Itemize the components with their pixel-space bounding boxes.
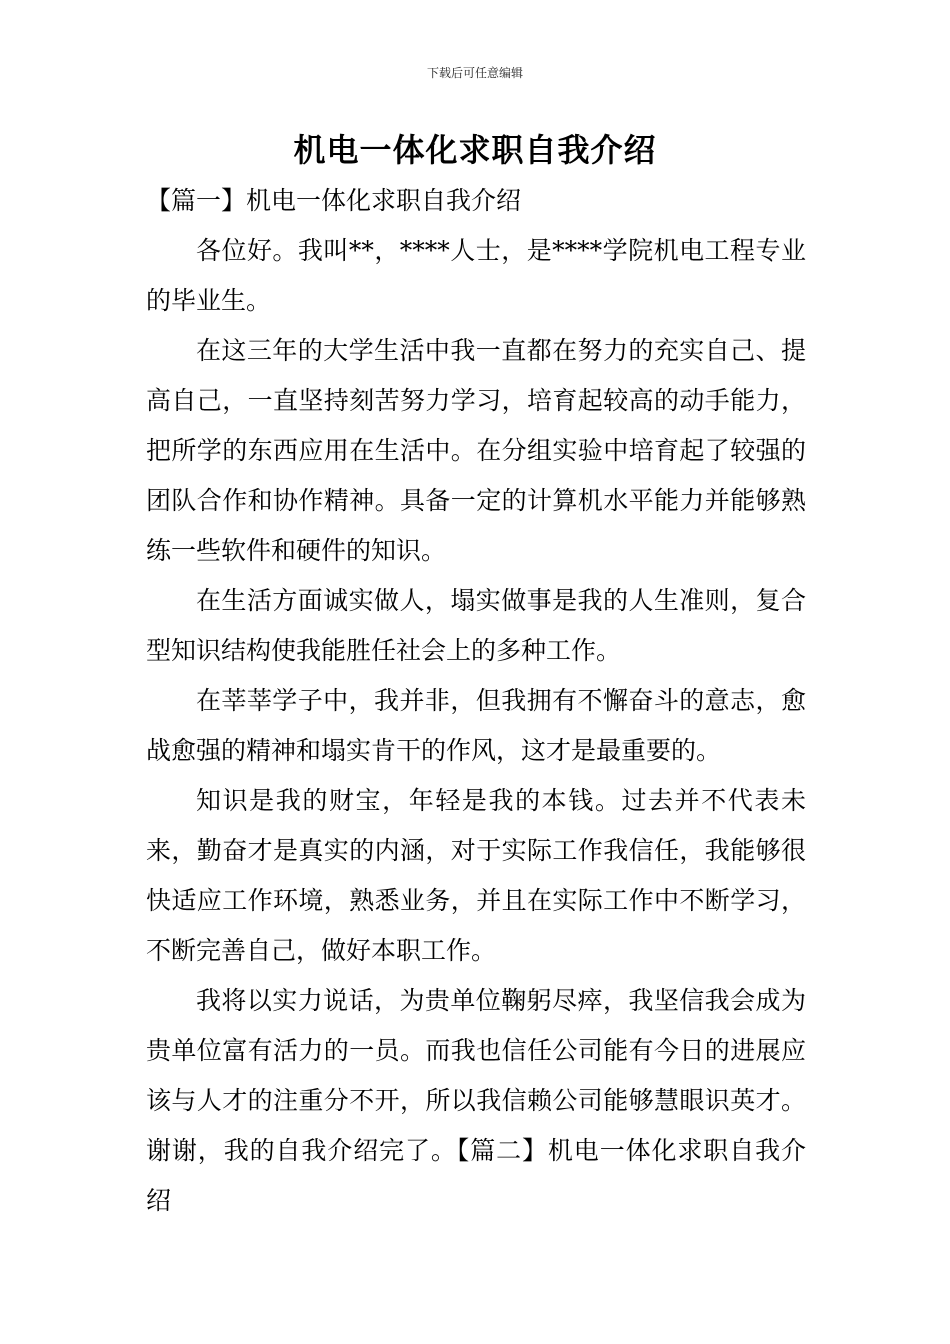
paragraph-closing: 我将以实力说话，为贵单位鞠躬尽瘁，我坚信我会成为贵单位富有活力的一员。而我也信任公司能有今日的进展应该与人才的注重分不开，所以我信赖公司能够慧眼识英才。谢谢，我的自我介绍完了。【篇二】机电一体化求职自我介绍 [146, 986, 806, 1215]
paragraph-knowledge: 知识是我的财宝，年轻是我的本钱。过去并不代表未来，勤奋才是真实的内涵，对于实际工作我信任，我能够很快适应工作环境，熟悉业务，并且在实际工作中不断学习，不断完善自己，做好本职工作。 [146, 786, 806, 965]
page-header-note: 下载后可任意编辑 [426, 66, 523, 80]
paragraph-study: 在这三年的大学生活中我一直都在努力的充实自己、提高自己，一直坚持刻苦努力学习，培育起较高的动手能力，把所学的东西应用在生活中。在分组实验中培育起了较强的团队合作和协作精神。具备一定的计算机水平能力并能够熟练一些软件和硬件的知识。 [146, 336, 806, 565]
section-heading: 【篇一】机电一体化求职自我介绍 [146, 186, 522, 215]
paragraph-greeting: 各位好。我叫**，****人士，是****学院机电工程专业的毕业生。 [146, 236, 806, 315]
document-body [146, 176, 806, 1226]
document-title: 机电一体化求职自我介绍 [293, 131, 657, 169]
paragraph-life: 在生活方面诚实做人，塌实做事是我的人生准则，复合型知识结构使我能胜任社会上的多种工作。 [146, 586, 806, 665]
paragraph-will: 在莘莘学子中，我并非，但我拥有不懈奋斗的意志，愈战愈强的精神和塌实肯干的作风，这才是最重要的。 [146, 686, 806, 765]
